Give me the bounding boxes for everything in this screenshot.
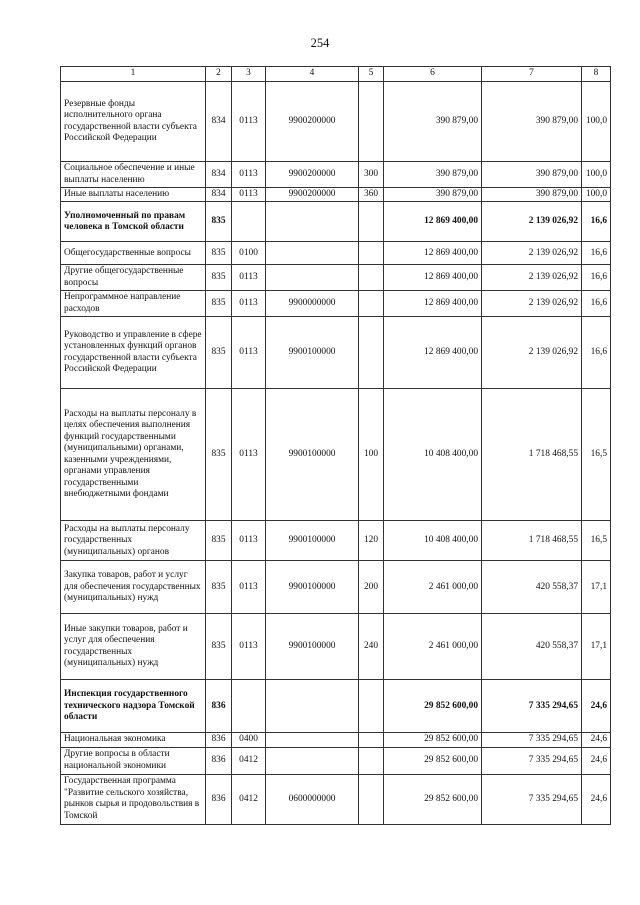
cell-code-2: 835 (206, 202, 232, 242)
cell-amount-6: 12 869 400,00 (384, 317, 482, 389)
cell-amount-6: 12 869 400,00 (384, 242, 482, 265)
cell-percent-8: 16,6 (582, 291, 611, 317)
column-header: 7 (482, 67, 582, 82)
cell-code-2: 835 (206, 317, 232, 389)
cell-amount-7: 390 879,00 (482, 82, 582, 162)
cell-percent-8: 100,0 (582, 188, 611, 202)
row-label: Уполномоченный по правам человека в Томской области (61, 202, 206, 242)
column-header: 3 (232, 67, 266, 82)
cell-amount-7: 7 335 294,65 (482, 680, 582, 733)
cell-code-2: 835 (206, 265, 232, 291)
cell-code-3: 0113 (232, 265, 266, 291)
column-header: 8 (582, 67, 611, 82)
cell-code-2: 835 (206, 291, 232, 317)
row-label: Руководство и управление в сфере установленных функций органов государственной власти субъекта Российской Федерации (61, 317, 206, 389)
cell-amount-7: 7 335 294,65 (482, 733, 582, 747)
cell-code-5 (359, 242, 384, 265)
cell-code-3 (232, 680, 266, 733)
cell-amount-7: 2 139 026,92 (482, 265, 582, 291)
cell-code-4: 9900200000 (266, 162, 359, 188)
cell-code-4: 9900100000 (266, 561, 359, 614)
cell-code-2: 834 (206, 188, 232, 202)
cell-amount-7: 7 335 294,65 (482, 774, 582, 824)
column-header: 2 (206, 67, 232, 82)
cell-amount-7: 420 558,37 (482, 614, 582, 680)
cell-code-3: 0412 (232, 774, 266, 824)
table-row (61, 774, 611, 824)
cell-amount-7: 390 879,00 (482, 188, 582, 202)
cell-amount-7: 7 335 294,65 (482, 747, 582, 774)
cell-code-5 (359, 202, 384, 242)
cell-amount-6: 12 869 400,00 (384, 291, 482, 317)
cell-percent-8: 100,0 (582, 162, 611, 188)
cell-amount-6: 29 852 600,00 (384, 774, 482, 824)
cell-code-5: 360 (359, 188, 384, 202)
budget-table (60, 66, 611, 825)
table-row (61, 614, 611, 680)
cell-percent-8: 16,6 (582, 265, 611, 291)
cell-code-4: 9900100000 (266, 614, 359, 680)
cell-percent-8: 24,6 (582, 680, 611, 733)
cell-amount-7: 420 558,37 (482, 561, 582, 614)
row-label: Непрограммное направление расходов (61, 291, 206, 317)
table-row (61, 162, 611, 188)
column-header: 4 (266, 67, 359, 82)
cell-code-5: 300 (359, 162, 384, 188)
table-row (61, 291, 611, 317)
cell-amount-6: 10 408 400,00 (384, 389, 482, 521)
cell-code-3: 0113 (232, 389, 266, 521)
cell-code-5: 200 (359, 561, 384, 614)
cell-amount-7: 1 718 468,55 (482, 389, 582, 521)
cell-code-3: 0113 (232, 317, 266, 389)
cell-code-2: 836 (206, 680, 232, 733)
cell-code-2: 834 (206, 82, 232, 162)
cell-code-4: 9900100000 (266, 389, 359, 521)
row-label: Национальная экономика (61, 733, 206, 747)
cell-amount-6: 29 852 600,00 (384, 747, 482, 774)
cell-amount-7: 2 139 026,92 (482, 242, 582, 265)
cell-amount-7: 2 139 026,92 (482, 291, 582, 317)
row-label: Резервные фонды исполнительного органа государственной власти субъекта Российской Федерации (61, 82, 206, 162)
cell-percent-8: 24,6 (582, 733, 611, 747)
cell-code-4: 9900100000 (266, 521, 359, 561)
cell-amount-6: 12 869 400,00 (384, 202, 482, 242)
cell-amount-6: 12 869 400,00 (384, 265, 482, 291)
table-row (61, 188, 611, 202)
cell-code-3: 0113 (232, 82, 266, 162)
row-label: Другие вопросы в области национальной экономики (61, 747, 206, 774)
cell-code-2: 835 (206, 242, 232, 265)
cell-code-2: 835 (206, 521, 232, 561)
cell-code-4: 9900000000 (266, 291, 359, 317)
cell-code-3: 0400 (232, 733, 266, 747)
header-row (61, 67, 611, 82)
cell-amount-6: 2 461 000,00 (384, 561, 482, 614)
cell-code-2: 836 (206, 747, 232, 774)
column-header: 1 (61, 67, 206, 82)
cell-amount-6: 29 852 600,00 (384, 733, 482, 747)
cell-code-5: 120 (359, 521, 384, 561)
cell-code-4 (266, 202, 359, 242)
table-row (61, 389, 611, 521)
cell-code-3: 0113 (232, 614, 266, 680)
cell-percent-8: 24,6 (582, 774, 611, 824)
cell-percent-8: 24,6 (582, 747, 611, 774)
cell-code-2: 835 (206, 614, 232, 680)
cell-code-5 (359, 265, 384, 291)
table-row (61, 82, 611, 162)
row-label: Расходы на выплаты персоналу в целях обеспечения выполнения функций государственными (муниципальными) органами, казенными учреждениями, органами управления государственными внебюджетными фондами (61, 389, 206, 521)
column-header: 5 (359, 67, 384, 82)
cell-code-2: 834 (206, 162, 232, 188)
cell-percent-8: 16,6 (582, 242, 611, 265)
cell-code-5: 240 (359, 614, 384, 680)
cell-code-5 (359, 747, 384, 774)
table-row (61, 561, 611, 614)
cell-amount-6: 29 852 600,00 (384, 680, 482, 733)
row-label: Расходы на выплаты персоналу государственных (муниципальных) органов (61, 521, 206, 561)
cell-percent-8: 100,0 (582, 82, 611, 162)
cell-percent-8: 16,5 (582, 521, 611, 561)
cell-code-4 (266, 680, 359, 733)
cell-code-3 (232, 202, 266, 242)
cell-code-3: 0113 (232, 561, 266, 614)
cell-code-5 (359, 291, 384, 317)
page-number: 254 (310, 36, 330, 50)
table-row (61, 317, 611, 389)
cell-amount-6: 390 879,00 (384, 188, 482, 202)
cell-amount-6: 2 461 000,00 (384, 614, 482, 680)
cell-amount-6: 10 408 400,00 (384, 521, 482, 561)
cell-code-2: 836 (206, 733, 232, 747)
cell-amount-7: 390 879,00 (482, 162, 582, 188)
row-label: Иные закупки товаров, работ и услуг для обеспечения государственных (муниципальных) нужд (61, 614, 206, 680)
cell-code-2: 836 (206, 774, 232, 824)
row-label: Иные выплаты населению (61, 188, 206, 202)
table-row (61, 265, 611, 291)
cell-percent-8: 17,1 (582, 614, 611, 680)
cell-percent-8: 17,1 (582, 561, 611, 614)
cell-code-4 (266, 265, 359, 291)
cell-code-3: 0100 (232, 242, 266, 265)
row-label: Закупка товаров, работ и услуг для обеспечения государственных (муниципальных) нужд (61, 561, 206, 614)
cell-amount-7: 2 139 026,92 (482, 317, 582, 389)
row-label: Другие общегосударственные вопросы (61, 265, 206, 291)
cell-code-5 (359, 733, 384, 747)
cell-code-5 (359, 317, 384, 389)
cell-code-5: 100 (359, 389, 384, 521)
table-row (61, 680, 611, 733)
cell-code-3: 0113 (232, 291, 266, 317)
cell-code-3: 0113 (232, 521, 266, 561)
table-row (61, 202, 611, 242)
cell-code-5 (359, 82, 384, 162)
row-label: Государственная программа "Развитие сельского хозяйства, рынков сырья и продовольствия в Томской (61, 774, 206, 824)
cell-code-4 (266, 242, 359, 265)
cell-code-5 (359, 774, 384, 824)
cell-percent-8: 16,6 (582, 202, 611, 242)
cell-amount-6: 390 879,00 (384, 82, 482, 162)
cell-code-5 (359, 680, 384, 733)
table-row (61, 242, 611, 265)
cell-code-4: 9900200000 (266, 82, 359, 162)
column-header: 6 (384, 67, 482, 82)
cell-code-3: 0113 (232, 188, 266, 202)
cell-code-4: 9900200000 (266, 188, 359, 202)
table-row (61, 733, 611, 747)
cell-amount-7: 1 718 468,55 (482, 521, 582, 561)
cell-code-3: 0113 (232, 162, 266, 188)
cell-amount-6: 390 879,00 (384, 162, 482, 188)
cell-amount-7: 2 139 026,92 (482, 202, 582, 242)
cell-percent-8: 16,6 (582, 317, 611, 389)
cell-code-3: 0412 (232, 747, 266, 774)
table-row (61, 521, 611, 561)
cell-code-2: 835 (206, 389, 232, 521)
cell-code-4: 0600000000 (266, 774, 359, 824)
cell-percent-8: 16,5 (582, 389, 611, 521)
row-label: Инспекция государственного технического надзора Томской области (61, 680, 206, 733)
table-row (61, 747, 611, 774)
cell-code-2: 835 (206, 561, 232, 614)
cell-code-4 (266, 733, 359, 747)
row-label: Социальное обеспечение и иные выплаты населению (61, 162, 206, 188)
row-label: Общегосударственные вопросы (61, 242, 206, 265)
cell-code-4: 9900100000 (266, 317, 359, 389)
cell-code-4 (266, 747, 359, 774)
